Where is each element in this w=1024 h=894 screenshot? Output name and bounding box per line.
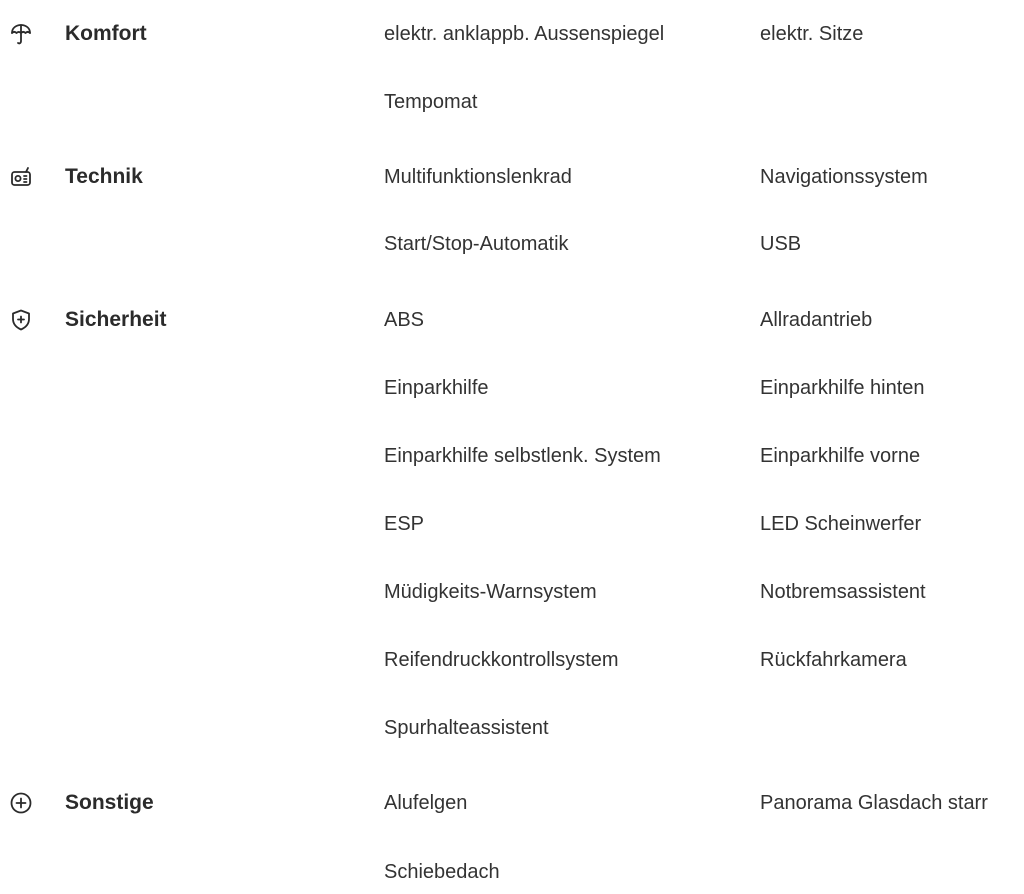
feature-item: Alufelgen	[384, 792, 468, 814]
feature-item: USB	[760, 233, 802, 255]
feature-item: Einparkhilfe	[384, 377, 489, 399]
radio-icon	[9, 165, 33, 189]
feature-item: ABS	[384, 309, 425, 331]
feature-item: Schiebedach	[384, 861, 500, 883]
feature-item: elektr. Sitze	[760, 23, 864, 45]
feature-item: Einparkhilfe selbstlenk. System	[384, 445, 661, 467]
shield-plus-icon	[9, 308, 33, 332]
feature-item: Rückfahrkamera	[760, 649, 907, 671]
feature-item: Panorama Glasdach starr	[760, 792, 988, 814]
feature-item: Einparkhilfe vorne	[760, 445, 921, 467]
feature-item: Navigationssystem	[760, 166, 928, 188]
feature-item: Allradantrieb	[760, 309, 873, 331]
feature-item: Start/Stop-Automatik	[384, 233, 569, 255]
section-title: Technik	[65, 165, 143, 188]
feature-item: LED Scheinwerfer	[760, 513, 922, 535]
section-title: Sonstige	[65, 791, 154, 814]
feature-item: Reifendruckkontrollsystem	[384, 649, 619, 671]
feature-item: Einparkhilfe hinten	[760, 377, 925, 399]
section-title: Sicherheit	[65, 308, 167, 331]
feature-item: Tempomat	[384, 91, 478, 113]
feature-item: Notbremsassistent	[760, 581, 926, 603]
feature-item: Multifunktionslenkrad	[384, 166, 572, 188]
feature-item: Spurhalteassistent	[384, 717, 549, 739]
feature-item: ESP	[384, 513, 425, 535]
feature-item: Müdigkeits-Warnsystem	[384, 581, 597, 603]
plus-circle-icon	[9, 791, 33, 815]
feature-item: elektr. anklappb. Aussenspiegel	[384, 23, 665, 45]
section-title: Komfort	[65, 22, 147, 45]
umbrella-icon	[9, 22, 33, 46]
